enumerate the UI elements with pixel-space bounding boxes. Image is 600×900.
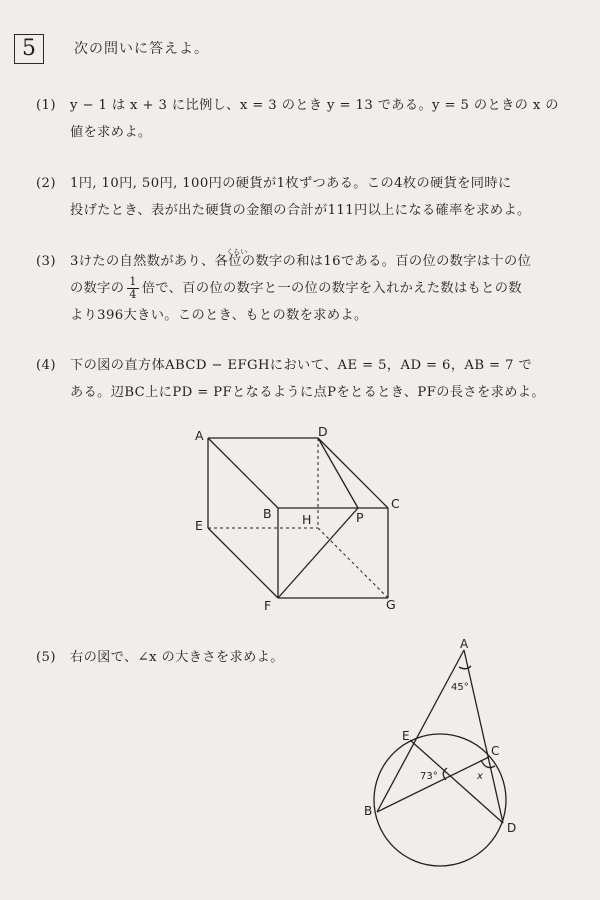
label-P: P [356,510,364,525]
ruby-base: 位 [228,254,242,269]
question-5-label: (5) [36,650,56,665]
label-C: C [391,496,400,511]
label-circle-C: C [491,744,500,758]
segment-AB [377,650,464,812]
question-4-line1: 下の図の直方体ABCD − EFGHにおいて、AE = 5，AD = 6，AB = 7 で [70,358,533,373]
label-B: B [263,506,272,521]
problem-number-box: 5 [14,34,44,64]
question-2-line1: 1円, 10円, 50円, 100円の硬貨が1枚ずつある。この4枚の硬貨を同時に [70,176,512,191]
label-circle-E: E [402,729,410,743]
question-1-line1: y − 1 は x + 3 に比例し、x = 3 のとき y = 13 である。y = 5 のときの x の [70,98,559,113]
question-4-label: (4) [36,358,56,373]
question-1-line2: 値を求めよ。 [70,125,152,140]
question-3-line3: より396大きい。このとき、もとの数を求めよ。 [70,308,368,323]
label-H: H [302,512,312,527]
circle [374,734,506,866]
label-circle-B: B [364,804,373,818]
segment-AD [464,650,503,823]
segment-BC [377,757,489,812]
ruby-text: くらい [226,248,248,256]
label-A: A [195,428,204,443]
fraction-denominator: 4 [129,288,137,301]
question-2-line2: 投げたとき、表が出た硬貨の金額の合計が111円以上になる確率を求めよ。 [70,203,531,218]
angle-label-45: 45° [451,682,469,693]
question-3-line1-a: 3けたの自然数があり、各 [70,254,229,269]
question-3-line2-b: 倍で、百の位の数字と一の位の数字を入れかえた数はもとの数 [141,281,522,296]
question-1-label: (1) [36,98,56,113]
label-E: E [195,518,203,533]
question-3-label: (3) [36,254,56,269]
question-5-line1: 右の図で、∠x の大きさを求めよ。 [70,650,284,665]
angle-arc-A [459,666,471,669]
angle-label-x: x [477,771,483,782]
question-3-line1-b: の数字の和は16である。百の位の数字は十の位 [241,254,532,269]
label-D: D [318,424,328,439]
question-2-label: (2) [36,176,56,191]
fraction-numerator: 1 [129,275,137,288]
label-circle-D: D [507,821,517,835]
question-3-line2-a: の数字の [70,281,125,296]
label-F: F [264,598,272,613]
label-G: G [386,597,396,612]
problem-intro: 次の問いに答えよ。 [74,41,209,57]
question-4-line2: ある。辺BC上にPD = PFとなるように点Pをとるとき、PFの長さを求めよ。 [70,385,545,400]
label-circle-A: A [460,637,469,651]
angle-label-73: 73° [420,771,438,782]
